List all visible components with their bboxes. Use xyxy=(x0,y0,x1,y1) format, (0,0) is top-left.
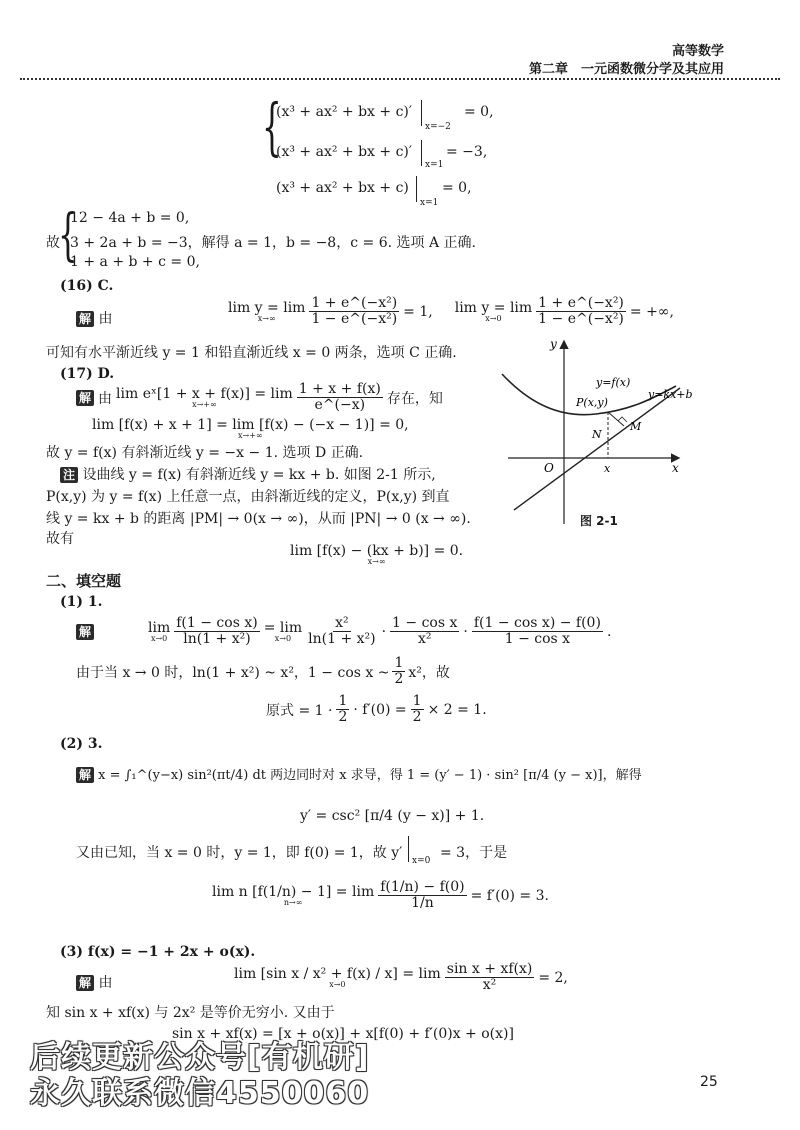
chapter-title: 第二章 一元函数微分学及其应用 xyxy=(528,62,724,77)
fill-q2-line3-end: = 3，于是 xyxy=(440,845,508,861)
asymptote-figure xyxy=(500,334,700,534)
figure-caption: 图 2-1 xyxy=(580,514,618,528)
solution-tag: 解 xyxy=(76,624,94,640)
system2-prefix: 故 xyxy=(46,235,60,251)
fig-label-p: P(x,y) xyxy=(576,396,608,409)
q17-note3: 线 y = kx + b 的距离 |PM| → 0(x → ∞)，从而 |PN| → 0 (x → ∞). xyxy=(46,511,471,527)
watermark-line2: 永久联系微信4550060 xyxy=(30,1076,370,1111)
fill-q1-expression: 解 lim x→0 $\frac{\text{f(1 − cos x)}}{\text{ln(1 + x²)}}$ = lim x→0 $\frac{\text{x²}}{\text{ln(1 + x²)}}$ · $\frac{\text{1 − cos x}}{\text{x²}}$ · $\frac{\text{f(1 − cos x) − f(0)}}{\text{1 − cos x}}$ . xyxy=(76,616,611,648)
q17-line3: 故 y = f(x) 有斜渐近线 y = −x − 1. 选项 D 正确. xyxy=(46,445,364,461)
q17-final: lim [f(x) − (kx + b)] = 0. x→∞ xyxy=(290,543,464,566)
system1-eq2-rhs: = −3, xyxy=(446,144,488,160)
eval-bar xyxy=(421,100,422,126)
eval-bar xyxy=(416,176,417,202)
q17-line2: lim [f(x) + x + 1] = lim [f(x) − (−x − 1)] = 0, x→+∞ xyxy=(92,417,409,440)
fill-q1-line2: 由于当 x → 0 时，ln(1 + x²) ~ x²，1 − cos x ~ $\frac{1}{2}$ x²，故 xyxy=(76,655,450,688)
fig-label-n: N xyxy=(592,428,602,441)
fill-q3-line3: sin x + xf(x) = [x + o(x)] + x[f(0) + f′(0)x + o(x)] xyxy=(172,1026,514,1042)
fill-q2-line3: 又由已知，当 x = 0 时，y = 1，即 f(0) = 1，故 y′ xyxy=(76,845,403,861)
fill-q1-line3: 原式 = 1 · $\frac{1}{2}$ · f′(0) = $\frac{1}{2}$ × 2 = 1. xyxy=(266,693,487,726)
fill-q2-line2: y′ = csc² [π/4 (y − x)] + 1. xyxy=(300,808,485,824)
eval-bar xyxy=(408,836,409,862)
fill-q2-label: (2) 3. xyxy=(60,736,103,752)
solution-tag: 解 xyxy=(76,767,94,783)
fig-label-x-tick: x xyxy=(604,462,611,475)
q17-label: (17) D. xyxy=(60,366,115,382)
fill-q3-lead: 解 由 xyxy=(76,972,112,992)
system1-eq1: (x³ + ax² + bx + c)′ xyxy=(276,104,413,120)
system-brace: { xyxy=(262,90,282,163)
fig-label-y: y xyxy=(550,337,557,351)
q17-line1: 解 由 lim eˣ[1 + x + f(x)] = lim x→+∞ $\frac{1 + x + f(x)}{e\^{}(-x)}$ 存在，知 xyxy=(76,382,443,414)
page-number: 25 xyxy=(700,1074,718,1090)
fig-label-curve: y=f(x) xyxy=(596,376,631,389)
fill-q3-label: (3) f(x) = −1 + 2x + o(x). xyxy=(60,944,256,960)
q17-note4: 故有 xyxy=(46,531,74,547)
eval-bar xyxy=(421,140,422,166)
system1-eq1-rhs: = 0, xyxy=(464,104,494,120)
book-title: 高等数学 xyxy=(671,44,724,59)
system2-eq2: 3 + 2a + b = −3，解得 a = 1，b = −8，c = 6. 选项 A 正确. xyxy=(70,235,476,251)
fig-label-origin: O xyxy=(544,461,554,475)
system1-eq2-sub: x=1 xyxy=(425,160,444,170)
fig-label-line: y=kx+b xyxy=(648,388,693,401)
solution-tag: 解 xyxy=(76,390,94,406)
q16-solution: 解 由 xyxy=(76,308,112,328)
fig-label-m: M xyxy=(630,420,642,433)
system1-eq1-sub: x=−2 xyxy=(425,122,451,132)
watermark-line1: 后续更新公众号[有机研] xyxy=(30,1040,370,1075)
solution-tag: 解 xyxy=(76,975,94,991)
solution-tag: 解 xyxy=(76,311,94,327)
system1-eq3-sub: x=1 xyxy=(420,198,439,208)
system1-eq3-rhs: = 0, xyxy=(442,180,472,196)
fill-q2-line3-sub: x=0 xyxy=(412,856,431,866)
system2-brace: { xyxy=(58,203,78,268)
system2-eq3: 1 + a + b + c = 0, xyxy=(70,254,200,270)
note-tag: 注 xyxy=(60,467,78,483)
fill-q2-line4: lim n [f(1/n) − 1] = lim n→∞ $\frac{f(1/n) - f(0)}{1/n}$ = f′(0) = 3. xyxy=(212,879,549,912)
q17-note2: P(x,y) 为 y = f(x) 上任意一点，由斜渐近线的定义，P(x,y) 到直 xyxy=(46,489,450,505)
fill-q3-expression: lim [sin x / x² + f(x) / x] = lim x→0 $\frac{\text{sin x + xf(x)}}{\text{x²}}$ = 2, xyxy=(234,961,568,994)
system1-eq2: (x³ + ax² + bx + c)′ xyxy=(276,144,413,160)
q17-note1: 注 设曲线 y = f(x) 有斜渐近线 y = kx + b. 如图 2-1 所示, xyxy=(60,464,436,484)
fig-label-x: x xyxy=(672,461,679,475)
header-divider xyxy=(20,78,780,80)
fill-q3-line2: 知 sin x + xf(x) 与 2x² 是等价无穷小. 又由于 xyxy=(46,1005,335,1021)
fill-q1-label: (1) 1. xyxy=(60,594,103,610)
q16-limit-expression: lim y = lim x→∞ $\frac{\text{1 + e\textasciicircum{}(−x²)}}{\text{1 − e\textasciicircum{}(−x²)}}$ = 1, lim y = lim x→0 $\frac{\text{1 + e\textasciicircum{}(−x²)}}{\text{1 − e\textasciicircum{}(−x²)}}$ = +∞, xyxy=(228,295,674,328)
perpendicular-pm xyxy=(608,412,624,426)
fill-q2-line1: 解 x = ∫₁^(y−x) sin²(πt/4) dt 两边同时对 x 求导，得 1 = (y′ − 1) · sin² [π/4 (y − x)]，解得 xyxy=(76,764,642,783)
system1-eq3: (x³ + ax² + bx + c) xyxy=(276,180,409,196)
system2-eq1: 12 − 4a + b = 0, xyxy=(70,210,190,226)
right-angle-mark xyxy=(618,417,627,422)
q16-label: (16) C. xyxy=(60,278,114,294)
section-title: 二、填空题 xyxy=(46,572,122,590)
q16-conclusion: 可知有水平渐近线 y = 1 和铅直渐近线 x = 0 两条，选项 C 正确. xyxy=(46,345,457,361)
